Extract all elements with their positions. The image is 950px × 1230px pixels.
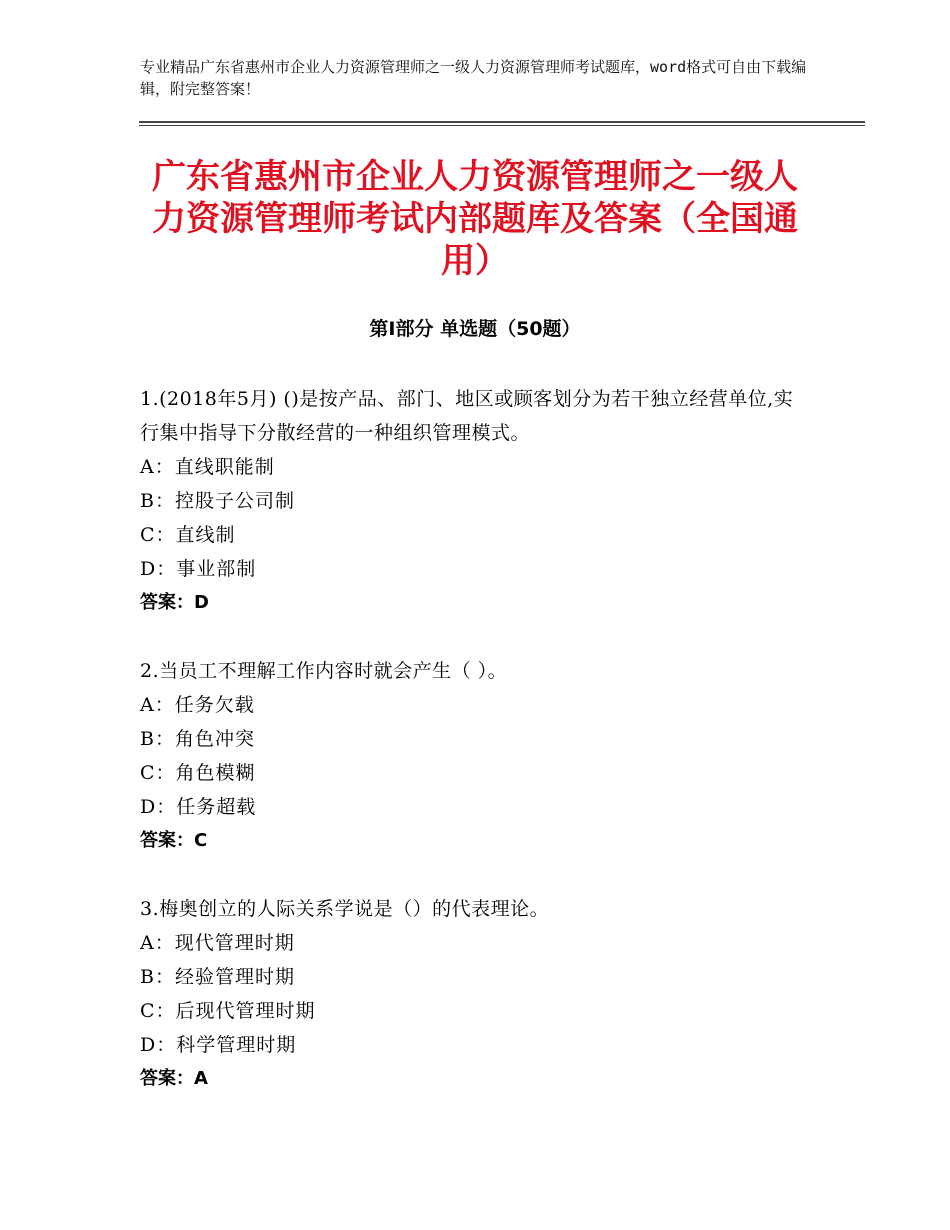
question-1: [140, 382, 810, 620]
option-b: B：控股子公司制: [140, 490, 295, 512]
option-b: B：角色冲突: [140, 728, 255, 750]
option-c: C：角色模糊: [140, 762, 256, 784]
option-a: A：现代管理时期: [140, 932, 295, 954]
question-stem: 2.当员工不理解工作内容时就会产生（ ）。: [140, 660, 508, 682]
answer: 答案：D: [140, 592, 209, 613]
question-stem: 1.(2018年5月) ()是按产品、部门、地区或顾客划分为若干独立经营单位,实行集中指导下分散经营的一种组织管理模式。: [140, 388, 794, 444]
section-title: 第Ⅰ部分 单选题（50题）: [369, 318, 581, 340]
header-divider-thin: [139, 125, 865, 126]
option-d: D：事业部制: [140, 558, 257, 580]
option-a: A：任务欠载: [140, 694, 255, 716]
question-list: [140, 382, 810, 1130]
document-title: 广东省惠州市企业人力资源管理师之一级人力资源管理师考试内部题库及答案（全国通用）: [152, 157, 798, 281]
option-d: D：任务超载: [140, 796, 257, 818]
answer: 答案：C: [140, 830, 208, 851]
answer: 答案：A: [140, 1068, 208, 1089]
question-3: [140, 892, 810, 1096]
option-c: C：直线制: [140, 524, 236, 546]
option-d: D：科学管理时期: [140, 1034, 297, 1056]
option-a: A：直线职能制: [140, 456, 275, 478]
option-c: C：后现代管理时期: [140, 1000, 316, 1022]
question-stem: 3.梅奥创立的人际关系学说是（）的代表理论。: [140, 898, 550, 920]
option-b: B：经验管理时期: [140, 966, 295, 988]
header-divider-thick: [139, 121, 865, 123]
question-2: [140, 654, 810, 858]
header-note: 专业精品广东省惠州市企业人力资源管理师之一级人力资源管理师考试题库，word格式可自由下载编辑，附完整答案！: [140, 58, 807, 98]
